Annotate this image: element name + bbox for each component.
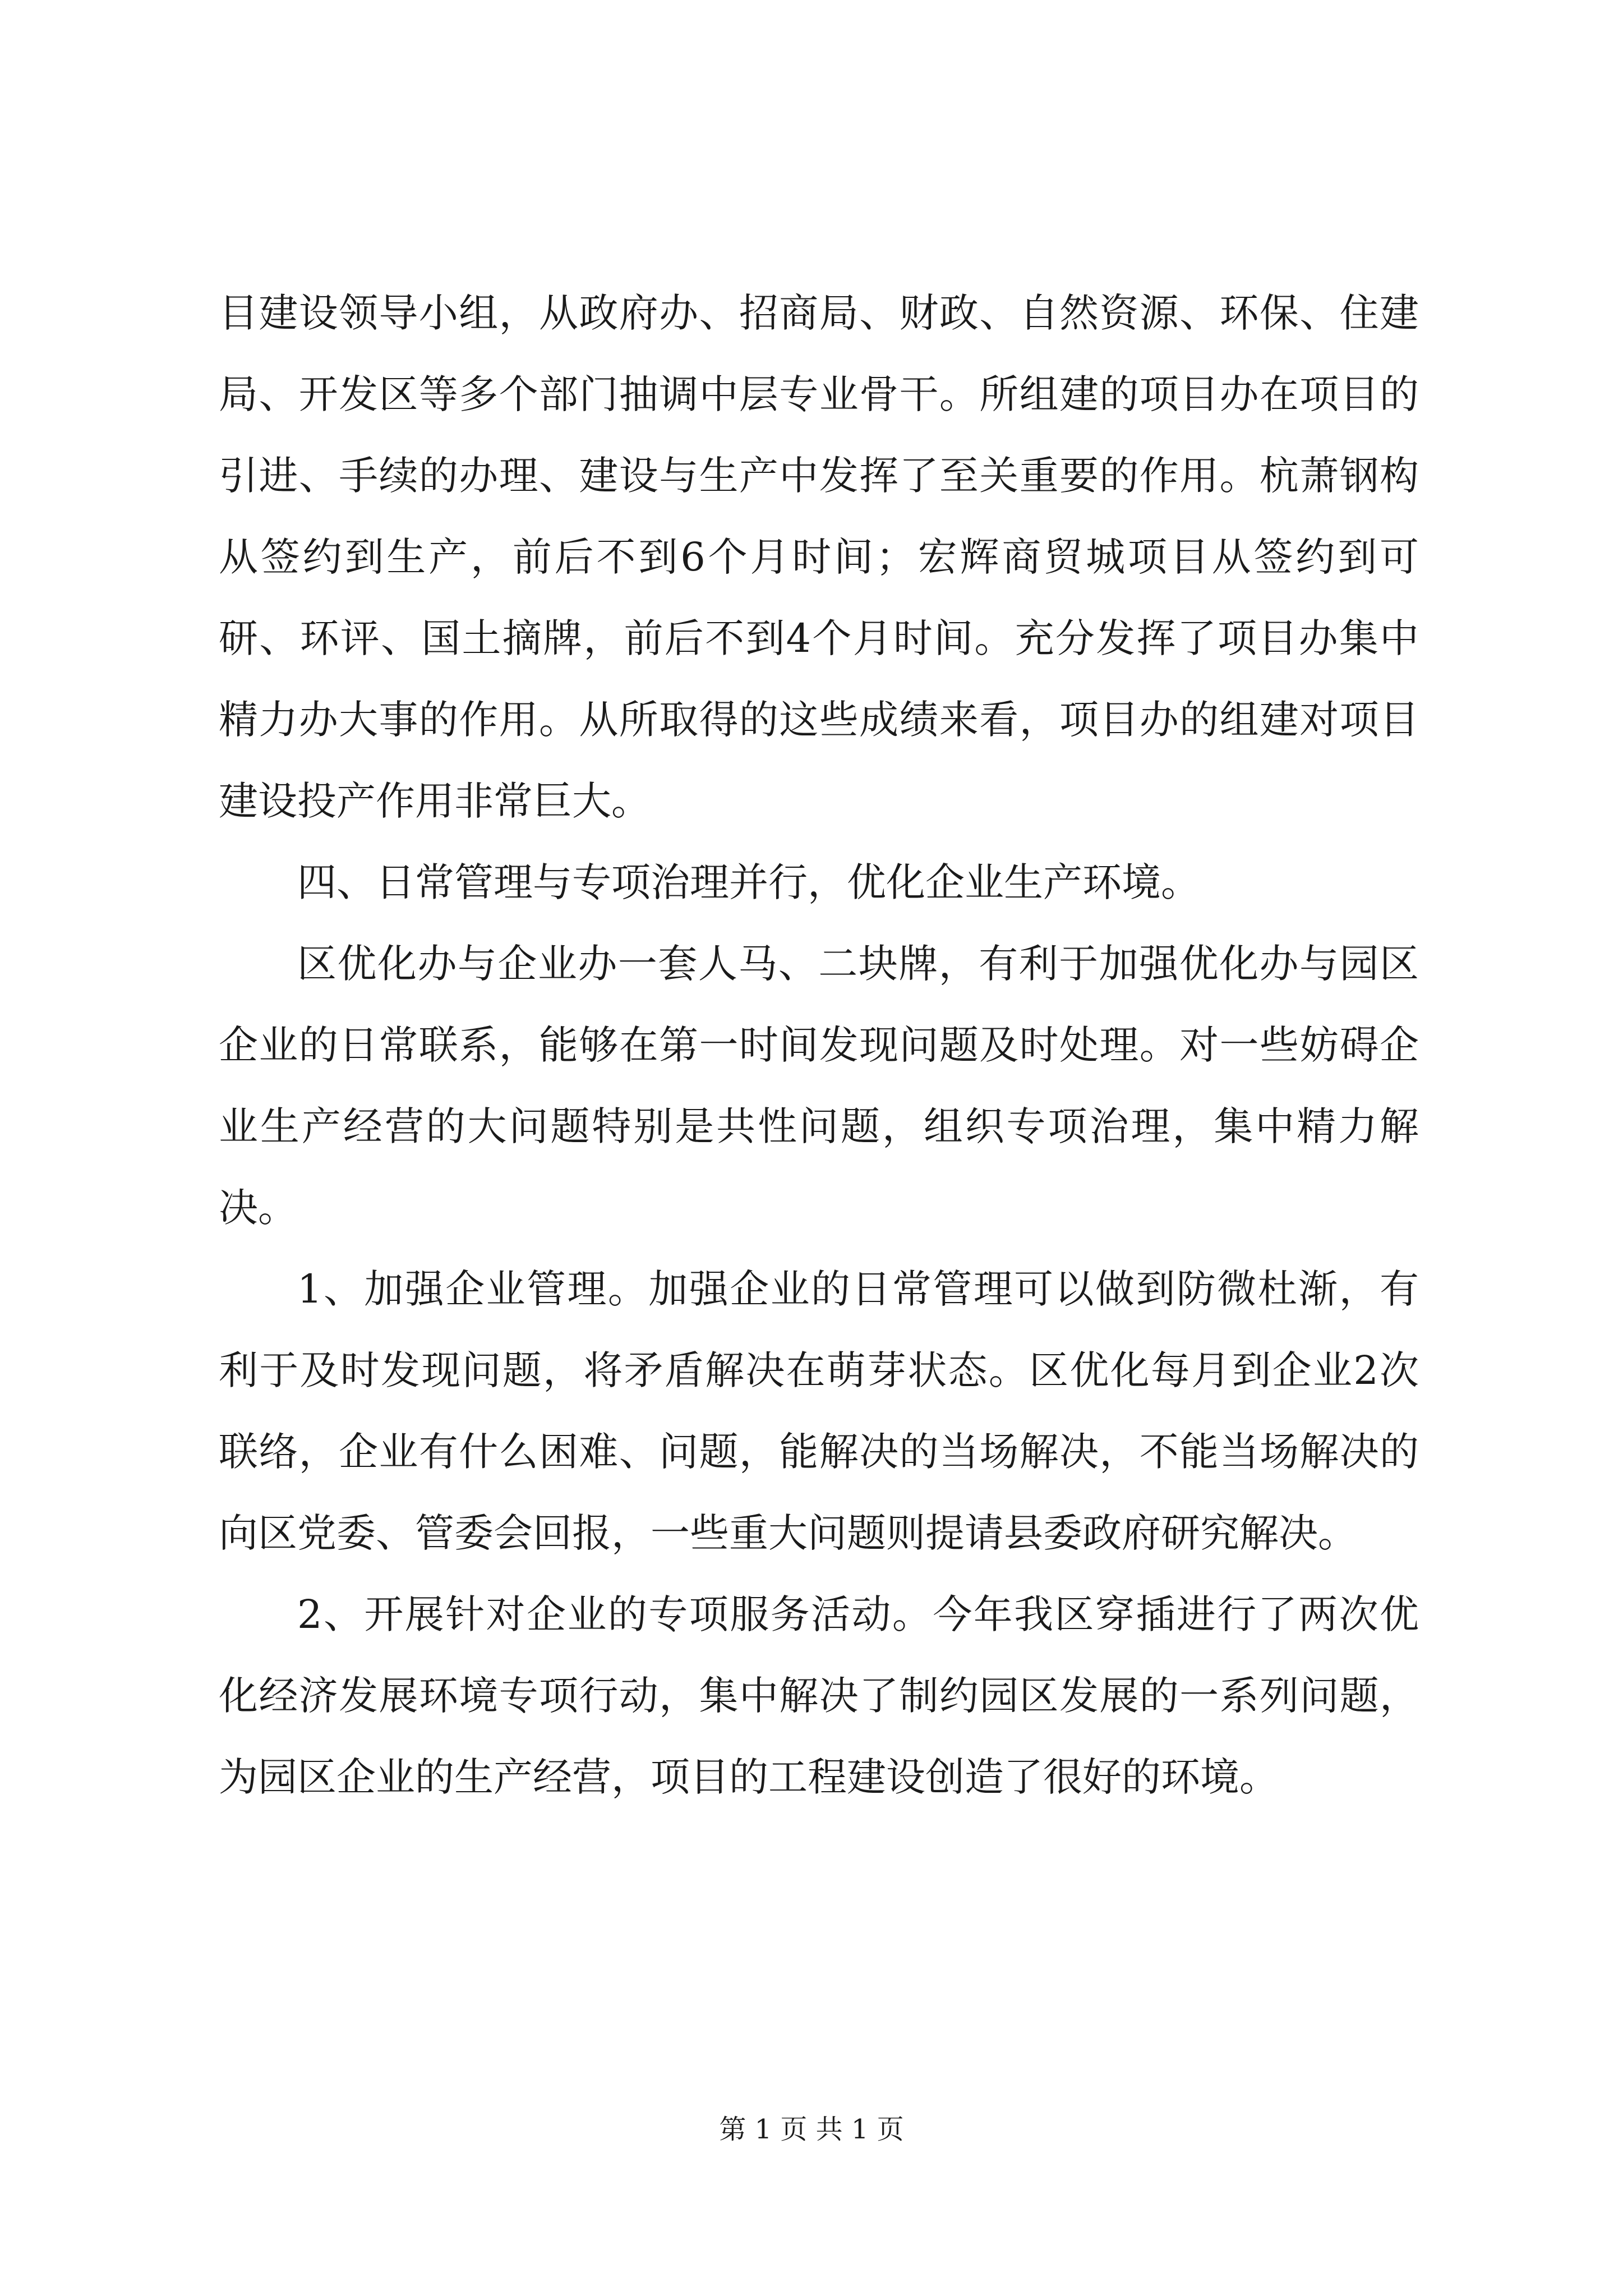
section-heading-four: 四、日常管理与专项治理并行，优化企业生产环境。 xyxy=(297,859,1200,905)
paragraph-item-2: 2、开展针对企业的专项服务活动。今年我区穿插进行了两次优化经济发展环境专项行动，集中解决了制约园区发展的一系列问题，为园区企业的生产经营，项目的工程建设创造了很好的环境。 xyxy=(219,1591,1419,1800)
document-body xyxy=(219,273,1419,1818)
paragraph-optimization-office: 区优化办与企业办一套人马、二块牌，有利于加强优化办与园区企业的日常联系，能够在第一时间发现问题及时处理。对一些妨碍企业生产经营的大问题特别是共性问题，组织专项治理，集中精力解决。 xyxy=(219,941,1419,1231)
page-footer: 第 1 页 共 1 页 xyxy=(719,2114,904,2145)
paragraph-item-1: 1、加强企业管理。加强企业的日常管理可以做到防微杜渐，有利于及时发现问题，将矛盾解决在萌芽状态。区优化每月到企业2次联络，企业有什么困难、问题，能解决的当场解决，不能当场解决的向区党委、管委会回报，一些重大问题则提请县委政府研究解决。 xyxy=(219,1266,1419,1556)
paragraph-continuation: 目建设领导小组，从政府办、招商局、财政、自然资源、环保、住建局、开发区等多个部门抽调中层专业骨干。所组建的项目办在项目的引进、手续的办理、建设与生产中发挥了至关重要的作用。杭萧钢构从签约到生产，前后不到6个月时间；宏辉商贸城项目从签约到可研、环评、国土摘牌，前后不到4个月时间。充分发挥了项目办集中精力办大事的作用。从所取得的这些成绩来看，项目办的组建对项目建设投产作用非常巨大。 xyxy=(219,290,1419,824)
